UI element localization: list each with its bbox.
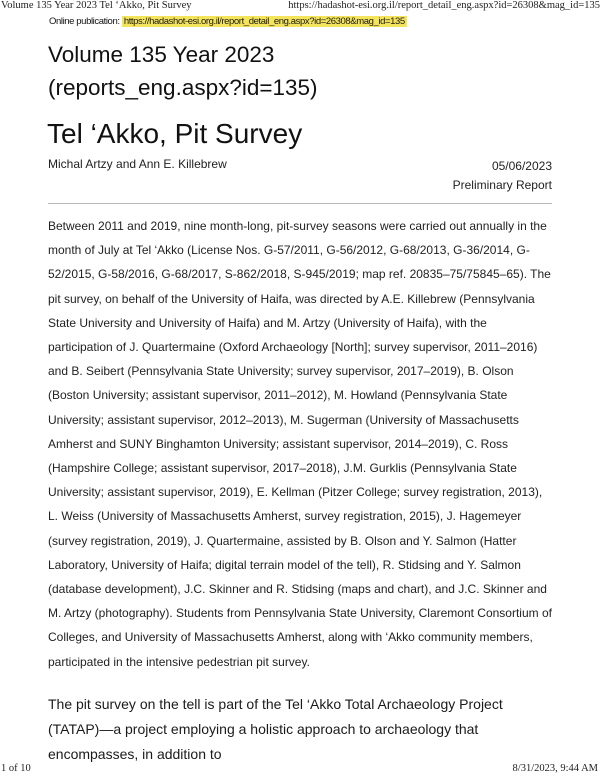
print-header-url: https://hadashot-esi.org.il/report_detail_eng.aspx?id=26308&mag_id=135 <box>288 0 600 11</box>
body-paragraph-2: The pit survey on the tell is part of the Tel ‘Akko Total Archaeology Project (TATAP)—a project employing a holistic approach to archaeology that encompasses, in addition to <box>48 696 503 762</box>
online-publication-link[interactable]: https://hadashot-esi.org.il/report_detail_eng.aspx?id=26308&mag_id=135 <box>123 16 405 27</box>
body-paragraph-1: Between 2011 and 2019, nine month-long, pit-survey seasons were carried out annually in the month of July at Tel ‘Akko (License Nos. G-57/2011, G-56/2012, G-68/2013, G-36/2014, G-52/2015, G-58/2016, G-68/2017, S-862/2018, S-945/2019; map ref. 20835–75/75845–65). The pit survey, on behalf of the University of Haifa, was directed by A.E. Killebrew (Pennsylvania State University and University of Haifa) and M. Artzy (University of Haifa), with the participation of J. Quartermaine (Oxford Archaeology [North]; survey supervisor, 2011–2016) and B. Seibert (Pennsylvania State University; survey supervisor, 2017–2019), B. Olson (Boston University; assistant supervisor, 2011–2012), M. Howland (Pennsylvania State University; assistant supervisor, 2012–2013), M. Sugerman (University of Massachusetts Amherst and SUNY Binghamton University; assistant supervisor, 2014–2019), C. Ross (Hampshire College; assistant supervisor, 2017–2018), J.M. Gurklis (Pennsylvania State University; assistant supervisor, 2019), E. Kellman (Pitzer College; survey registration, 2013), L. Weiss (University of Massachusetts Amherst, survey registration, 2015), J. Hagemeyer (survey registration, 2019), J. Quartermaine, assisted by B. Olson and Y. Salmon (Hatter Laboratory, University of Haifa; digital terrain model of the tell), R. Stidsing and Y. Salmon (database development), J.C. Skinner and R. Stidsing (maps and chart), and J.C. Skinner and M. Artzy (photography). Students from Pennsylvania State University, Claremont Consortium of Colleges, and University of Massachusetts Amherst, along with ‘Akko community members, participated in the intensive pedestrian pit survey. <box>48 219 552 669</box>
print-timestamp: 8/31/2023, 9:44 AM <box>512 763 598 774</box>
volume-heading <box>48 38 318 104</box>
volume-title: Volume 135 Year 2023 <box>48 42 275 67</box>
page-number: 1 of 10 <box>1 763 31 774</box>
print-footer <box>0 762 600 776</box>
report-type: Preliminary Report <box>452 178 552 192</box>
print-header <box>0 0 600 14</box>
report-meta <box>453 157 552 195</box>
report-date: 05/06/2023 <box>491 159 552 173</box>
report-authors: Michal Artzy and Ann E. Killebrew <box>48 157 227 171</box>
online-publication-label: Online publication: <box>49 16 120 27</box>
print-header-title: Volume 135 Year 2023 Tel ‘Akko, Pit Survey <box>1 0 192 11</box>
volume-link[interactable]: (reports_eng.aspx?id=135) <box>48 75 318 100</box>
report-title: Tel ‘Akko, Pit Survey <box>47 118 303 149</box>
divider <box>48 203 552 204</box>
online-publication <box>49 16 407 27</box>
